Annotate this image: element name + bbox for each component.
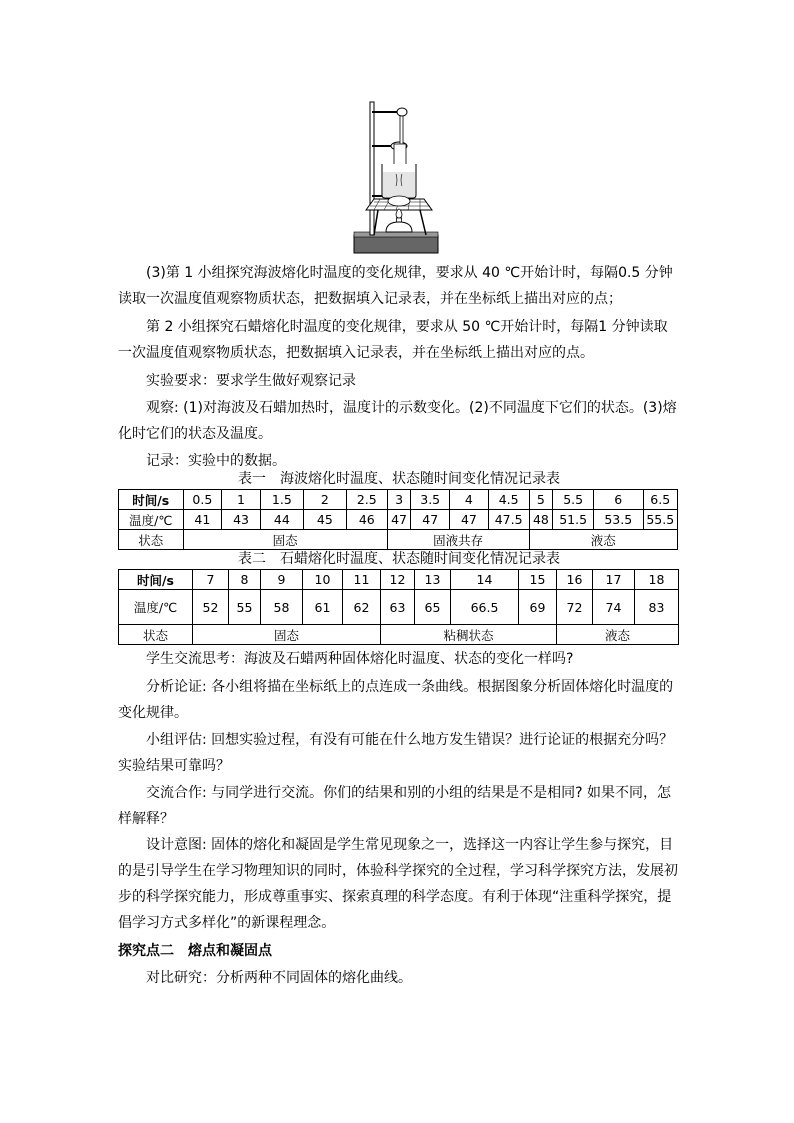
- time-cell: 5: [529, 490, 553, 510]
- temp-header: 温度/℃: [119, 590, 193, 625]
- time-cell: 15: [519, 570, 557, 590]
- temp-cell: 51.5: [553, 510, 594, 530]
- time-cell: 2: [303, 490, 346, 510]
- temp-cell: 62: [343, 590, 381, 625]
- time-cell: 9: [261, 570, 303, 590]
- group-2-instructions: 第 2 小组探究石蜡熔化时温度的变化规律，要求从 50 ℃开始计时，每隔1 分钟读取一次温度值观察物质状态，把数据填入记录表，并在坐标纸上描出对应的点。: [118, 319, 668, 361]
- state-header: 状态: [119, 625, 193, 645]
- time-cell: 17: [593, 570, 635, 590]
- table2-caption: 表二 石蜡熔化时温度、状态随时间变化情况记录表: [238, 551, 560, 567]
- temp-cell: 47.5: [488, 510, 529, 530]
- temp-cell: 47: [411, 510, 450, 530]
- comparison-text: 对比研究：分析两种不同固体的熔化曲线。: [146, 970, 412, 986]
- section-heading: 探究点二 熔点和凝固点: [118, 943, 272, 959]
- temp-cell: 55.5: [643, 510, 678, 530]
- temp-cell: 58: [261, 590, 303, 625]
- temp-cell: 61: [303, 590, 343, 625]
- temp-cell: 45: [303, 510, 346, 530]
- cooperation-text: 交流合作: 与同学进行交流。你们的结果和别的小组的结果是不是相同? 如果不同，怎样解释？: [118, 785, 672, 827]
- temp-cell: 65: [415, 590, 451, 625]
- time-cell: 1: [222, 490, 261, 510]
- time-cell: 8: [229, 570, 261, 590]
- time-cell: 1.5: [260, 490, 303, 510]
- time-cell: 6.5: [643, 490, 678, 510]
- temp-cell: 41: [183, 510, 222, 530]
- table-row: [119, 510, 678, 530]
- table-row: [119, 590, 679, 625]
- temp-cell: 47: [387, 510, 411, 530]
- procedure-step-3: (3)第 1 小组探究海波熔化时温度的变化规律，要求从 40 ℃开始计时，每隔0.5 分钟读取一次温度值观察物质状态，把数据填入记录表，并在坐标纸上描出对应的点；: [118, 265, 673, 307]
- temp-cell: 72: [557, 590, 593, 625]
- time-cell: 3: [387, 490, 411, 510]
- state-cell: 粘稠状态: [381, 625, 557, 645]
- time-cell: 12: [381, 570, 415, 590]
- temp-cell: 53.5: [594, 510, 643, 530]
- time-cell: 4: [450, 490, 489, 510]
- temp-header: 温度/℃: [119, 510, 184, 530]
- time-cell: 5.5: [553, 490, 594, 510]
- state-cell: 固态: [193, 625, 381, 645]
- experiment-requirement: 实验要求：要求学生做好观察记录: [146, 373, 356, 389]
- time-header: 时间/s: [119, 490, 184, 510]
- hypo-melting-table: [118, 489, 678, 550]
- state-cell: 液态: [529, 530, 677, 550]
- temp-cell: 48: [529, 510, 553, 530]
- temp-cell: 44: [260, 510, 303, 530]
- temp-cell: 52: [193, 590, 229, 625]
- table-row: [119, 570, 679, 590]
- table-row: [119, 530, 678, 550]
- time-cell: 2.5: [346, 490, 387, 510]
- time-cell: 18: [635, 570, 679, 590]
- time-cell: 13: [415, 570, 451, 590]
- heating-apparatus-illustration: [352, 100, 440, 256]
- state-cell: 液态: [557, 625, 679, 645]
- state-cell: 固液共存: [387, 530, 529, 550]
- temp-cell: 46: [346, 510, 387, 530]
- observation-text: 观察: (1)对海波及石蜡加热时，温度计的示数变化。(2)不同温度下它们的状态。(3)熔化时它们的状态及温度。: [118, 400, 677, 442]
- time-cell: 16: [557, 570, 593, 590]
- table1-caption: 表一 海波熔化时温度、状态随时间变化情况记录表: [238, 471, 560, 487]
- state-header: 状态: [119, 530, 184, 550]
- discussion-question: 学生交流思考：海波及石蜡两种固体熔化时温度、状态的变化一样吗?: [146, 651, 574, 667]
- temp-cell: 66.5: [451, 590, 519, 625]
- table-row: [119, 625, 679, 645]
- record-text: 记录：实验中的数据。: [146, 453, 286, 469]
- time-cell: 7: [193, 570, 229, 590]
- design-intent-text: 设计意图: 固体的熔化和凝固是学生常见现象之一，选择这一内容让学生参与探究，目的是引导学生在学习物理知识的同时，体验科学探究的全过程，学习科学探究方法，发展初步的科学探究能力，形成尊重事实、探索真理的科学态度。有利于体现“注重科学探究，提倡学习方式多样化”的新课程理念。: [118, 837, 678, 931]
- temp-cell: 74: [593, 590, 635, 625]
- time-cell: 6: [594, 490, 643, 510]
- state-cell: 固态: [183, 530, 387, 550]
- temp-cell: 55: [229, 590, 261, 625]
- time-cell: 3.5: [411, 490, 450, 510]
- temp-cell: 63: [381, 590, 415, 625]
- temp-cell: 83: [635, 590, 679, 625]
- temp-cell: 43: [222, 510, 261, 530]
- time-cell: 4.5: [488, 490, 529, 510]
- analysis-text: 分析论证: 各小组将描在坐标纸上的点连成一条曲线。根据图象分析固体熔化时温度的变化规律。: [118, 679, 674, 721]
- paraffin-melting-table: [118, 569, 679, 645]
- time-cell: 11: [343, 570, 381, 590]
- time-header: 时间/s: [119, 570, 193, 590]
- temp-cell: 69: [519, 590, 557, 625]
- table-row: [119, 490, 678, 510]
- temp-cell: 47: [450, 510, 489, 530]
- time-cell: 10: [303, 570, 343, 590]
- evaluation-text: 小组评估: 回想实验过程，有没有可能在什么地方发生错误？进行论证的根据充分吗？实验结果可靠吗？: [118, 732, 674, 774]
- time-cell: 14: [451, 570, 519, 590]
- time-cell: 0.5: [183, 490, 222, 510]
